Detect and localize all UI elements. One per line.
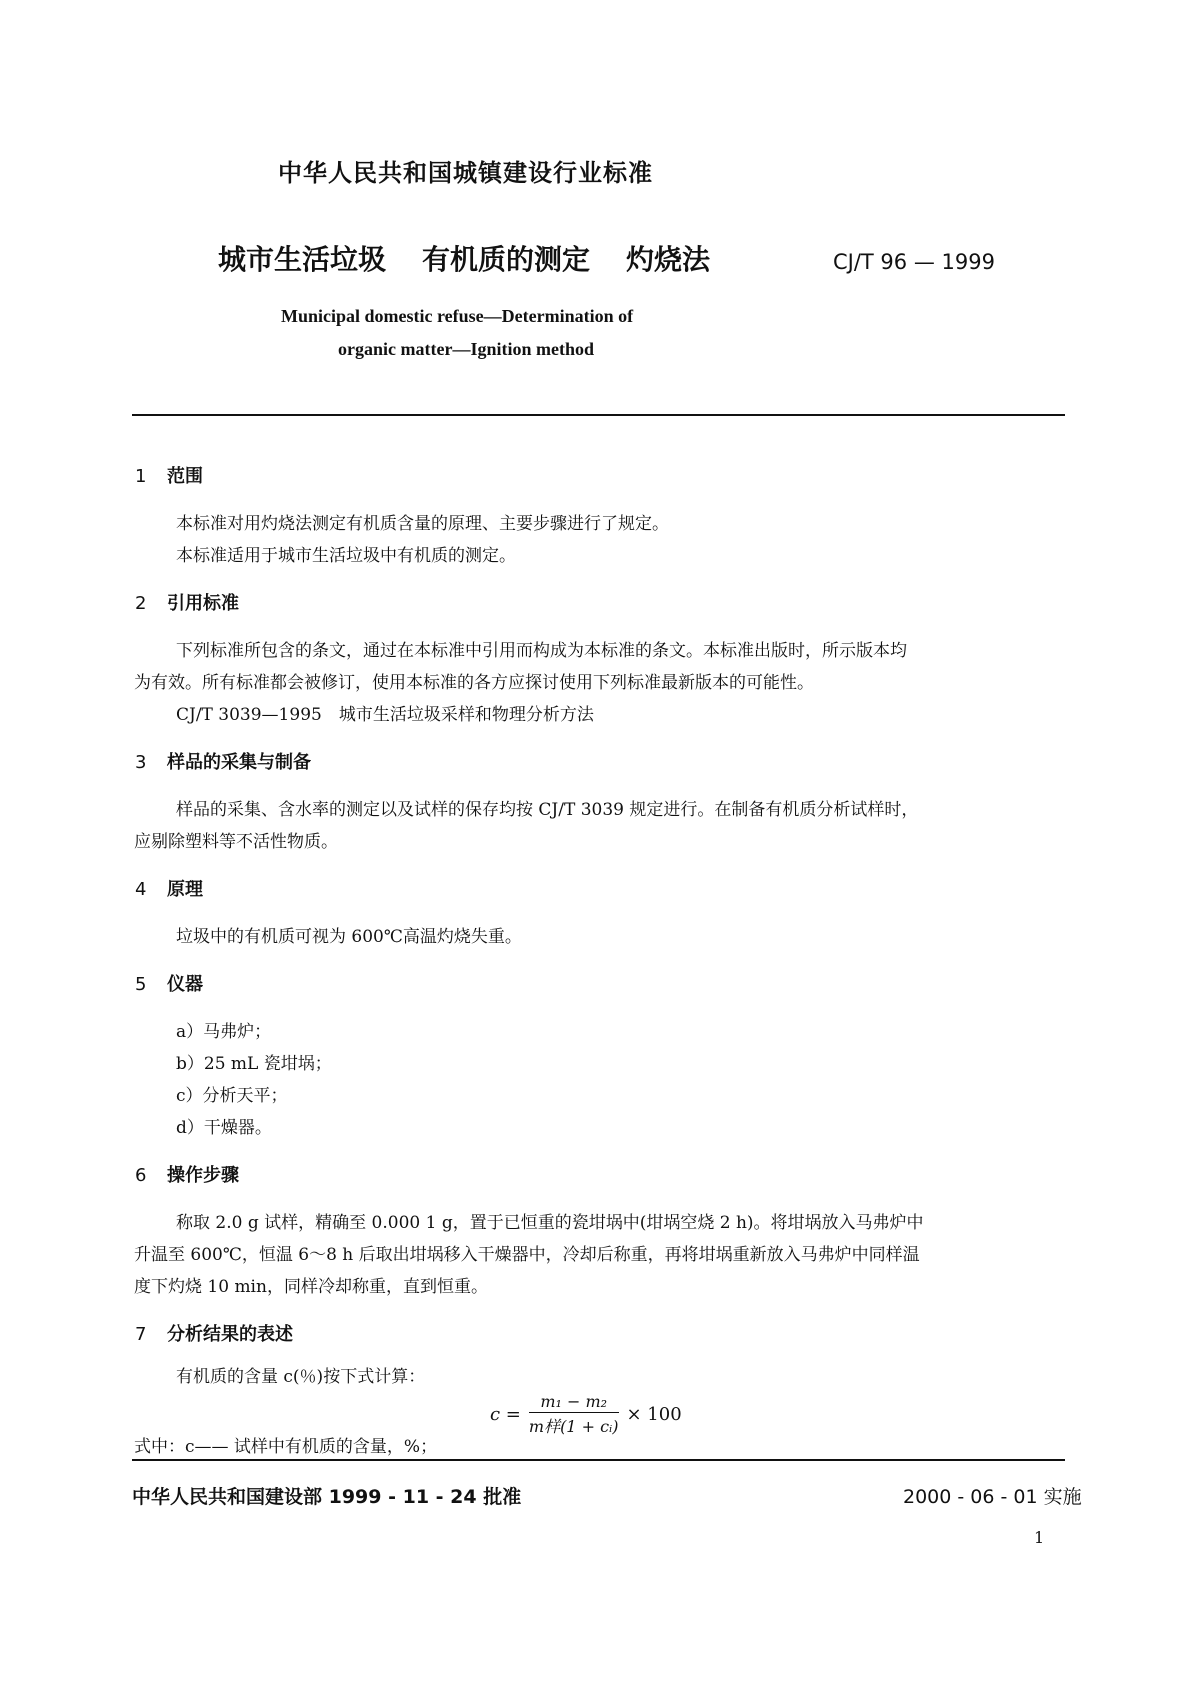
formula-denominator: m样(1 + cᵢ) xyxy=(528,1417,619,1436)
title-part-1: 城市生活垃圾 xyxy=(218,243,387,276)
english-title-line-2: organic matter—Ignition method xyxy=(338,339,594,359)
section-number: 6 xyxy=(135,1165,147,1186)
section-title: 引用标准 xyxy=(167,593,239,614)
page-number: 1 xyxy=(1034,1528,1045,1547)
section-5-heading xyxy=(135,970,203,996)
header-divider xyxy=(132,414,1065,416)
footer-divider xyxy=(132,1459,1065,1461)
title-part-2: 有机质的测定 xyxy=(422,243,591,276)
formula-fraction xyxy=(529,1392,619,1437)
section-title: 范围 xyxy=(167,466,203,487)
section-3-heading xyxy=(135,748,311,774)
paragraph: 度下灼烧 10 min，同样冷却称重，直到恒重。 xyxy=(134,1277,488,1297)
section-6-heading xyxy=(135,1161,239,1187)
section-4-heading xyxy=(135,875,203,901)
section-number: 5 xyxy=(135,974,147,995)
paragraph: 升温至 600℃，恒温 6～8 h 后取出坩埚移入干燥器中，冷却后称重，再将坩埚重新放入马弗炉中同样温 xyxy=(134,1245,920,1265)
section-title: 原理 xyxy=(167,879,203,900)
paragraph: 有机质的含量 c(％)按下式计算： xyxy=(176,1367,426,1387)
title-part-3: 灼烧法 xyxy=(626,243,711,276)
section-number: 3 xyxy=(135,752,147,773)
section-7-heading xyxy=(135,1320,293,1346)
approval-date: 中华人民共和国建设部 1999 - 11 - 24 批准 xyxy=(132,1486,522,1508)
paragraph: 垃圾中的有机质可视为 600℃高温灼烧失重。 xyxy=(176,927,522,947)
section-number: 7 xyxy=(135,1324,147,1345)
document-title xyxy=(218,238,746,278)
section-number: 2 xyxy=(135,593,147,614)
section-title: 操作步骤 xyxy=(167,1165,239,1186)
paragraph: 本标准适用于城市生活垃圾中有机质的测定。 xyxy=(176,546,516,566)
paragraph: 下列标准所包含的条文，通过在本标准中引用而构成为本标准的条文。本标准出版时，所示版本均 xyxy=(176,641,907,661)
list-item: c）分析天平； xyxy=(176,1086,288,1106)
normative-reference: CJ/T 3039—1995 城市生活垃圾采样和物理分析方法 xyxy=(176,705,594,725)
list-item: b）25 mL 瓷坩埚； xyxy=(176,1054,332,1074)
issuing-authority: 中华人民共和国城镇建设行业标准 xyxy=(278,159,653,187)
section-number: 4 xyxy=(135,879,147,900)
list-item: a）马弗炉； xyxy=(176,1022,272,1042)
paragraph: 应剔除塑料等不活性物质。 xyxy=(134,832,338,852)
paragraph: 本标准对用灼烧法测定有机质含量的原理、主要步骤进行了规定。 xyxy=(176,514,669,534)
section-title: 仪器 xyxy=(167,974,203,995)
english-title-line-1: Municipal domestic refuse—Determination of xyxy=(281,306,634,326)
section-1-heading xyxy=(135,462,203,488)
section-2-heading xyxy=(135,589,239,615)
paragraph: 样品的采集、含水率的测定以及试样的保存均按 CJ/T 3039 规定进行。在制备有机质分析试样时， xyxy=(176,800,919,820)
formula-where-clause: 式中：c—— 试样中有机质的含量，%； xyxy=(134,1437,438,1457)
list-item: d）干燥器。 xyxy=(176,1118,272,1138)
paragraph: 为有效。所有标准都会被修订，使用本标准的各方应探讨使用下列标准最新版本的可能性。 xyxy=(134,673,814,693)
section-title: 样品的采集与制备 xyxy=(167,752,311,773)
paragraph: 称取 2.0 g 试样，精确至 0.000 1 g，置于已恒重的瓷坩埚中(坩埚空烧 2 h)。将坩埚放入马弗炉中 xyxy=(176,1213,924,1233)
standard-code: CJ/T 96 — 1999 xyxy=(833,250,995,274)
section-title: 分析结果的表述 xyxy=(167,1324,293,1345)
section-number: 1 xyxy=(135,466,147,487)
effective-date: 2000 - 06 - 01 实施 xyxy=(903,1486,1082,1508)
formula-lhs: c = xyxy=(490,1404,521,1425)
formula-numerator: m₁ − m₂ xyxy=(540,1392,608,1411)
formula xyxy=(490,1392,682,1437)
formula-rhs: × 100 xyxy=(626,1404,682,1425)
